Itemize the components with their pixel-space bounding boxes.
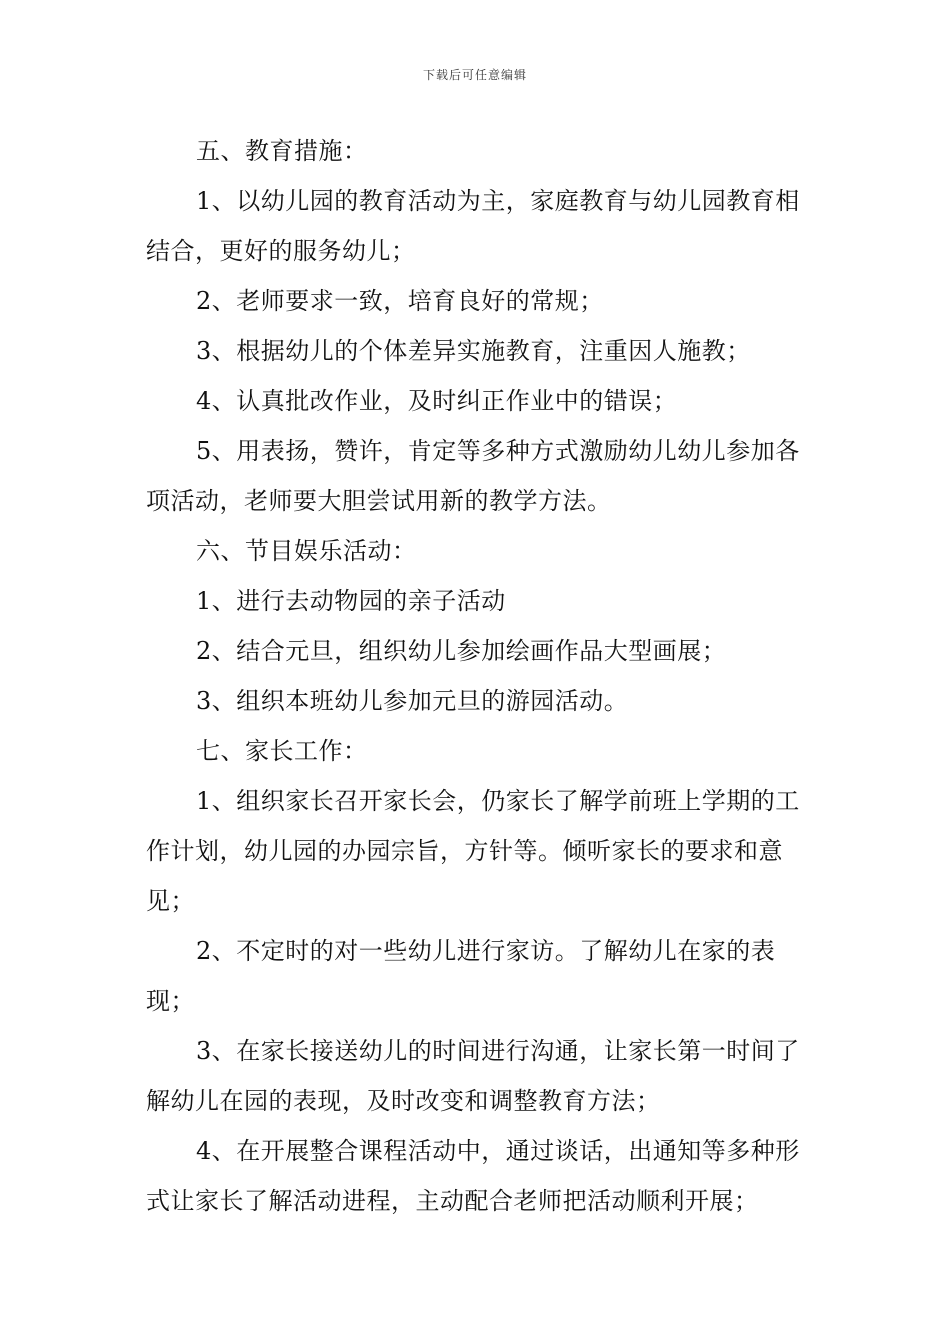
page-header: 下载后可任意编辑 (422, 68, 527, 82)
paragraph: 2、不定时的对一些幼儿进行家访。了解幼儿在家的表现； (146, 937, 776, 1015)
paragraph: 4、认真批改作业，及时纠正作业中的错误； (196, 387, 678, 415)
paragraph: 5、用表扬，赞许，肯定等多种方式激励幼儿幼儿参加各项活动，老师要大胆尝试用新的教学方法。 (146, 437, 800, 515)
paragraph: 4、在开展整合课程活动中，通过谈话，出通知等多种形式让家长了解活动进程，主动配合老师把活动顺利开展； (146, 1137, 800, 1215)
paragraph: 3、组织本班幼儿参加元旦的游园活动。 (196, 687, 629, 715)
paragraph: 1、以幼儿园的教育活动为主，家庭教育与幼儿园教育相结合，更好的服务幼儿； (146, 187, 800, 265)
paragraph: 2、结合元旦，组织幼儿参加绘画作品大型画展； (196, 637, 727, 665)
paragraph: 3、在家长接送幼儿的时间进行沟通，让家长第一时间了解幼儿在园的表现，及时改变和调整教育方法； (146, 1037, 800, 1115)
paragraph: 1、进行去动物园的亲子活动 (196, 587, 506, 615)
paragraph: 1、组织家长召开家长会，仍家长了解学前班上学期的工作计划，幼儿园的办园宗旨，方针等。倾听家长的要求和意见； (146, 787, 800, 915)
document-body (146, 126, 806, 1226)
paragraph: 3、根据幼儿的个体差异实施教育，注重因人施教； (196, 337, 751, 365)
section-heading-education-measures: 五、教育措施： (196, 137, 368, 165)
paragraph: 2、老师要求一致，培育良好的常规； (196, 287, 604, 315)
section-heading-entertainment: 六、节目娱乐活动： (196, 537, 417, 565)
section-heading-parent-work: 七、家长工作： (196, 737, 368, 765)
